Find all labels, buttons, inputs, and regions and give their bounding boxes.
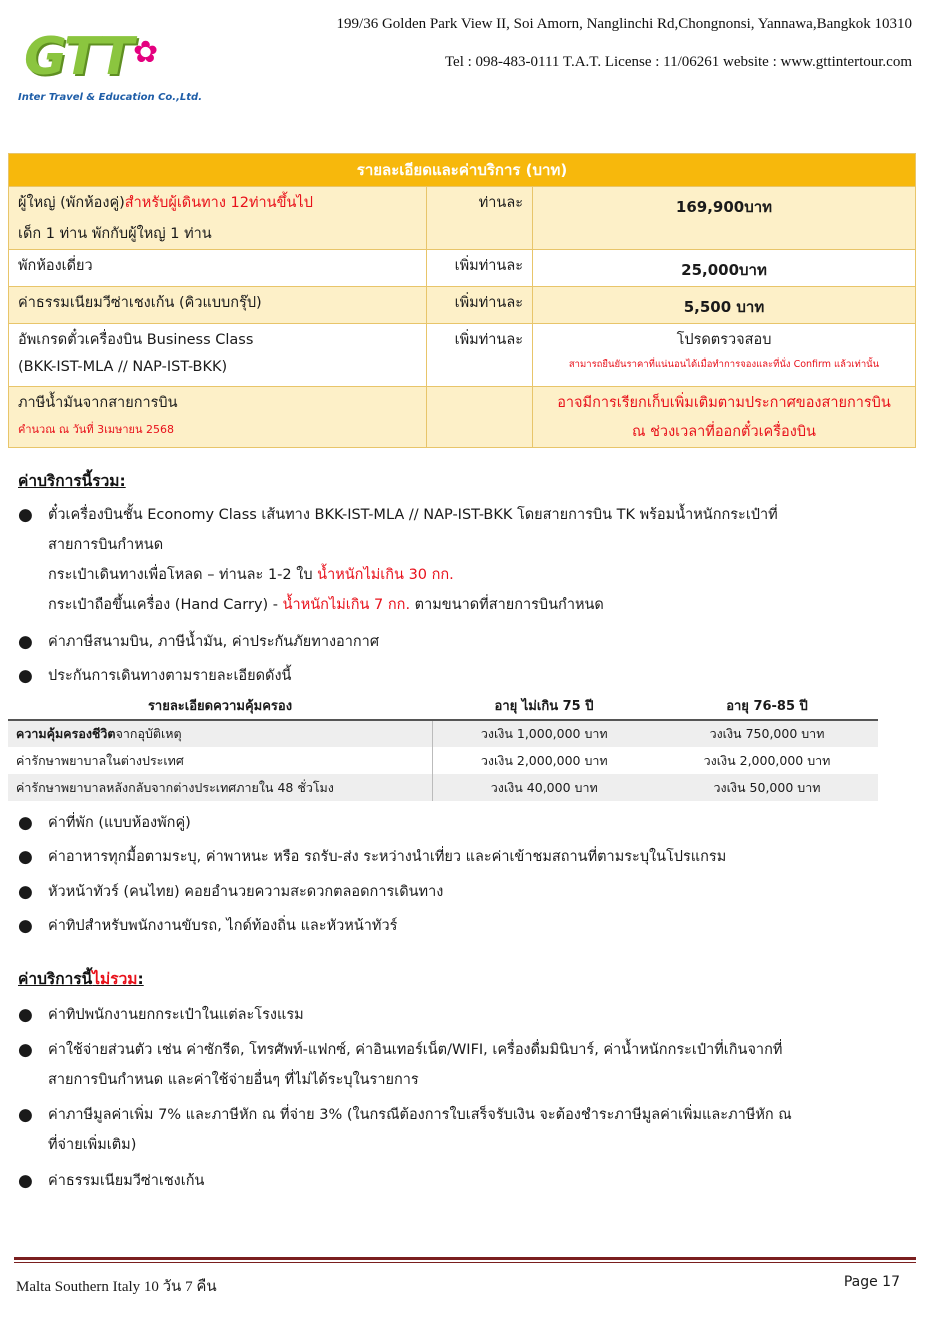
company-contact: Tel : 098-483-0111 T.A.T. License : 11/06261 website : www.gttintertour.com [444,54,912,70]
coverage-row: ค่ารักษาพยาบาลในต่างประเทศ วงเงิน 2,000,000 บาท วงเงิน 2,000,000 บาท [8,747,878,774]
bullet-icon: ● [18,632,33,652]
price-row-visa [9,287,916,324]
coverage-header: อายุ 76-85 ปี [656,692,878,720]
row-label-note: คำนวณ ณ วันที่ 3เมษายน 2568 [18,423,174,436]
included-item: ● ค่าอาหารทุกมื้อตามระบุ, ค่าพาหนะ หรือ รถรับ-ส่ง ระหว่างนำเที่ยว และค่าเข้าชมสถานที่ตามระบุในโปรแกรม [18,842,908,872]
coverage-header: อายุ ไม่เกิน 75 ปี [432,692,656,720]
row-label-route: (BKK-IST-MLA // NAP-IST-BKK) [18,359,228,375]
price-table-header [9,154,916,187]
included-item: ● ตั๋วเครื่องบินชั้น Economy Class เส้นทาง BKK-IST-MLA // NAP-IST-BKK โดยสายการบิน TK พร้อมน้ำหนักกระเป๋าที่ สายการบินกำหนด กระเป๋าเดินทางเพื่อโหลด – ท่านละ 1-2 ใบ น้ำหนักไม่เกิน 30 กก. กระเป๋าถือขึ้นเครื่อง (Hand Carry) - น้ำหนักไม่เกิน 7 กก. ตามขนาดที่สายการบินกำหนด [18,500,908,620]
included-item: ● ประกันการเดินทางตามรายละเอียดดังนี้ [18,661,908,691]
included-title: ค่าบริการนี้รวม: [18,472,126,490]
included-item: ● หัวหน้าทัวร์ (คนไทย) คอยอำนวยความสะดวกตลอดการเดินทาง [18,877,908,907]
included-item: ● ค่าที่พัก (แบบห้องพักคู่) [18,808,908,838]
bullet-icon: ● [18,1105,33,1125]
flower-icon: ✿ [133,35,159,70]
row-label: ภาษีน้ำมันจากสายการบิน [18,395,178,411]
coverage-row: ค่ารักษาพยาบาลหลังกลับจากต่างประเทศภายใน 48 ชั่วโมง วงเงิน 40,000 บาท วงเงิน 50,000 บาท [8,774,878,801]
bullet-icon: ● [18,1171,33,1191]
excluded-item: ● ค่าใช้จ่ายส่วนตัว เช่น ค่าซักรีด, โทรศัพท์-แฟกซ์, ค่าอินเทอร์เน็ต/WIFI, เครื่องดื่มมินิบาร์, ค่าน้ำหนักกระเป๋าที่เกินจากที่ สายการบินกำหนด และค่าใช้จ่ายอื่นๆ ที่ไม่ได้ระบุในรายการ [18,1035,908,1095]
company-address: 199/36 Golden Park View II, Soi Amorn, Nanglinchi Rd,Chongnonsi, Yannawa,Bangkok 10310 [336,16,912,32]
row-price: โปรดตรวจสอบ [676,332,772,348]
coverage-header-row [8,692,878,720]
row-label: ค่าธรรมเนียมวีซ่าเชงเก้น (คิวแบบกรุ๊ป) [9,287,427,324]
price-row-fuel-tax [9,387,916,448]
included-item: ● ค่าภาษีสนามบิน, ภาษีน้ำมัน, ค่าประกันภัยทางอากาศ [18,627,908,657]
row-label: พักห้องเดี่ยว [9,250,427,287]
included-item: ● ค่าทิปสำหรับพนักงานขับรถ, ไกด์ท้องถิ่น และหัวหน้าทัวร์ [18,911,908,941]
company-logo [18,22,203,112]
row-label: ผู้ใหญ่ (พักห้องคู่) [18,195,125,211]
bullet-icon: ● [18,813,33,833]
row-price: 5,500 บาท [683,298,765,316]
excluded-title: ค่าบริการนี้ไม่รวม: [18,970,144,988]
row-note: สามารถยืนยันราคาที่แน่นอนได้เมื่อทำการจองและที่นั่ง Confirm แล้วเท่านั้น [568,359,880,370]
price-row-adult [9,187,916,250]
row-price: 25,000บาท [681,261,767,279]
excluded-item: ● ค่าธรรมเนียมวีซ่าเชงเก้น [18,1166,908,1196]
row-unit: เพิ่มท่านละ [427,250,533,287]
price-row-single-room [9,250,916,287]
row-label-child: เด็ก 1 ท่าน พักกับผู้ใหญ่ 1 ท่าน [18,226,212,242]
footer-divider [14,1257,916,1260]
row-note-2: ณ ช่วงเวลาที่ออกตั๋วเครื่องบิน [632,424,816,440]
coverage-row: ความคุ้มครองชีวิตจากอุบัติเหตุ วงเงิน 1,000,000 บาท วงเงิน 750,000 บาท [8,720,878,747]
excluded-item: ● ค่าภาษีมูลค่าเพิ่ม 7% และภาษีหัก ณ ที่จ่าย 3% (ในกรณีต้องการใบเสร็จรับเงิน จะต้องชำระภาษีมูลค่าเพิ่มและภาษีหัก ณ ที่จ่ายเพิ่มเติม) [18,1100,908,1160]
insurance-coverage-table [8,692,878,801]
row-label-highlight: สำหรับผู้เดินทาง 12ท่านขึ้นไป [124,195,313,211]
row-label: อัพเกรดตั๋วเครื่องบิน Business Class [18,332,254,348]
bullet-icon: ● [18,666,33,686]
footer-tour-name: Malta Southern Italy 10 วัน 7 คืน [16,1279,217,1295]
row-unit: ท่านละ [427,187,533,250]
logo-subtitle: Inter Travel & Education Co.,Ltd. [18,92,203,103]
bullet-icon: ● [18,1040,33,1060]
bullet-icon: ● [18,847,33,867]
price-row-upgrade [9,324,916,387]
row-unit: เพิ่มท่านละ [427,324,533,387]
bullet-icon: ● [18,505,33,525]
footer-divider-thin [14,1262,916,1263]
price-table-title: รายละเอียดและค่าบริการ (บาท) [9,154,916,187]
price-table [8,153,916,448]
row-note: อาจมีการเรียกเก็บเพิ่มเติมตามประกาศของสายการบิน [557,395,891,411]
coverage-header: รายละเอียดความคุ้มครอง [8,692,432,720]
bullet-icon: ● [18,916,33,936]
bullet-icon: ● [18,1005,33,1025]
excluded-item: ● ค่าทิปพนักงานยกกระเป๋าในแต่ละโรงแรม [18,1000,908,1030]
logo-letters: GTT [24,27,132,87]
bullet-icon: ● [18,882,33,902]
page-number: Page 17 [843,1274,900,1290]
row-unit: เพิ่มท่านละ [427,287,533,324]
row-price: 169,900บาท [675,198,773,216]
